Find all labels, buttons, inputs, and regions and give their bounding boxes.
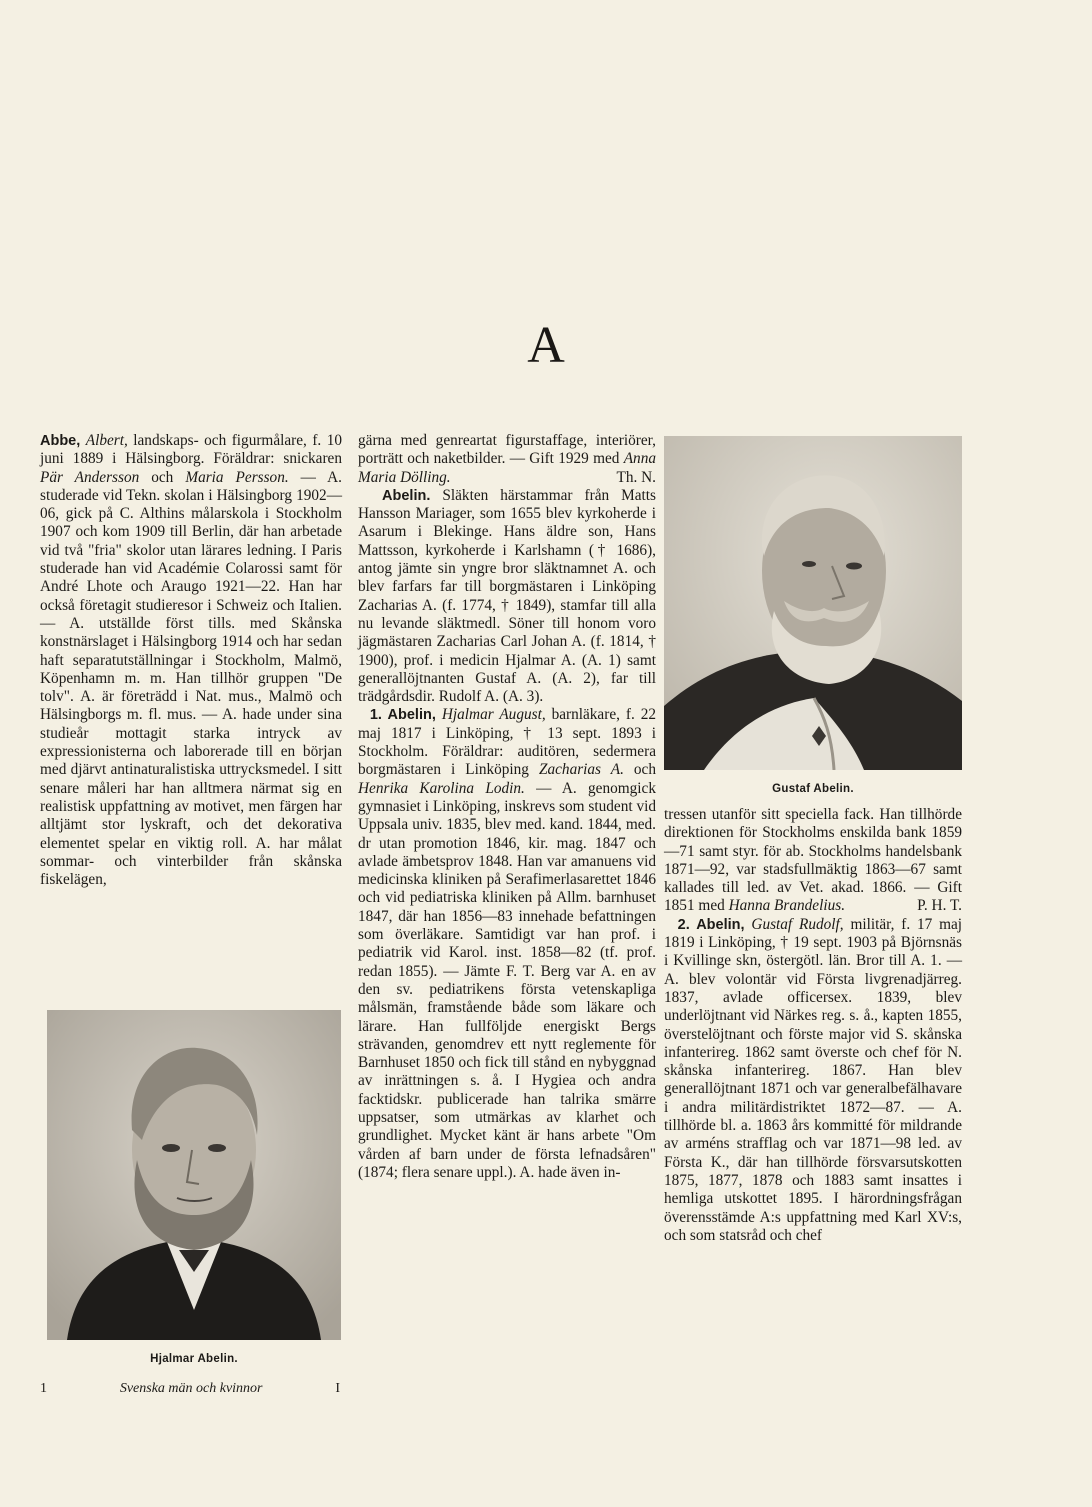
- entry-head: Abelin.: [382, 487, 431, 504]
- wife-name: Anna Maria Dölling.: [358, 450, 656, 486]
- caption-hjalmar: Hjalmar Abelin.: [150, 1353, 238, 1365]
- section-letter: A: [527, 317, 565, 374]
- entry-head: Abbe,: [40, 433, 81, 449]
- wife-name: Hanna Brandelius.: [728, 897, 846, 915]
- entry-text: tressen utanför sitt speciella fack. Han tillhörde direktionen för Stockholms enskilda bank 1859—71 samt styr. för ab. Stockholms handelsbank 1871—92, var stadsfullmäktig 1863—67 samt kallades till led. av Vet. akad. 1866. — Gift 1851 med: [664, 806, 962, 915]
- column-1: [40, 432, 342, 889]
- entry-text: gärna med genreartat figurstaffage, interiörer, porträtt och naketbilder. — Gift 1929 med: [358, 432, 656, 468]
- mother-name: Maria Persson.: [185, 468, 289, 486]
- portrait-hjalmar-abelin: [47, 1010, 341, 1340]
- entry-hjalmar-abelin: [358, 706, 656, 1182]
- entry-text: militär, f. 17 maj 1819 i Linköping, † 19 sept. 1903 på Björnsnäs i Kvillinge skn, östergötl. län. Bror till A. 1. — A. blev volontär vid Första livgrenadjärreg. 1837, avlade officersex. 1839, blev underlöjtnant vid Närkes reg. s. å., kapten 1855, överstelöjtnant och förste major vid S. skånska infanterireg. 1862 samt överste och chef för N. skånska infanterireg. 1867. Han blev generallöjtnant 1871 och var generalbefälhavare i andra militärdistriktet 1872—87. — A. tillhörde bl. a. 1863 års kommitté för mildrande av arméns strafflag och var 1871—98 led. av Första K., där han tillhörde försvarsutskotten 1875, 1877, 1878 och 1883 samt insattes i hemliga utskottet 1895. I härordningsfrågan överensstämde A:s uppfattning med Karl XV:s, och som statsråd och chef: [664, 915, 963, 1244]
- column-2: [358, 432, 656, 1182]
- entry-name: Gustaf Rudolf,: [751, 915, 844, 933]
- abbe-continuation: [358, 432, 656, 487]
- portrait-image: [47, 1010, 341, 1340]
- entry-head: 2. Abelin,: [677, 916, 745, 933]
- portrait-gustaf-abelin: [664, 436, 962, 770]
- signature-number: 1: [40, 1381, 47, 1396]
- entry-abelin-family: [358, 487, 656, 707]
- father-name: Zacharias A.: [538, 761, 624, 779]
- father-name: Pär Andersson: [40, 468, 140, 486]
- book-title: Svenska män och kvinnor: [119, 1381, 263, 1396]
- entry-text: barnläkare, f. 22 maj 1817 i Linköping, † 13 sept. 1893 i Stockholm. Föräldrar: auditören, sedermera borgmästaren i Linköping: [358, 706, 656, 779]
- entry-name: Albert,: [85, 432, 128, 449]
- author-signature: P. H. T.: [917, 897, 962, 915]
- entry-text: — A. genomgick gymnasiet i Linköping, inskrevs som student vid Uppsala univ. 1835, blev med. kand. 1844, med. dr utan promotion 1846, kir. mag. 1847 och avlade ämbetsprov 1848. Han var amanuens vid medicinska kliniken på Serafimerlasarettet 1846 och vid pediatriska kliniken på Allm. barnhuset 1847, där han 1856—83 innehade befattningen som överläkare. Samtidigt var han prof. i pediatrik vid Karol. inst. 1858—82 (tf. prof. redan 1855). — Jämte F. T. Berg var A. en av den sv. pediatrikens första vetenskapliga målsmän, framstående både som läkare och lärare. Han fullföljde energiskt Bergs strävanden, genomdrev ett nytt reglemente för Barnhuset 1850 och fick till stånd en nybyggnad av inrättningen s. å. I Hygiea och andra facktidskr. publicerade han talrika smärre uppsatser, som utmärkas av klarhet och grundlighet. Mycket känt är hans arbete "Om vården af barn under de första lefnadsåren" (1874; flera senare uppl.). A. hade även in-: [358, 779, 656, 1181]
- caption-gustaf: Gustaf Abelin.: [772, 783, 854, 795]
- entry-name: Hjalmar August,: [441, 706, 546, 724]
- entry-head: 1. Abelin,: [369, 707, 436, 724]
- hjalmar-continuation: [664, 806, 962, 916]
- mother-name: Henrika Karolina Lodin.: [358, 779, 525, 797]
- author-signature: Th. N.: [616, 468, 656, 486]
- entry-text: — A. studerade vid Tekn. skolan i Hälsingborg 1902—06, gick på C. Althins målarskola i Stockholm 1907 och kom 1909 till Berlin, där han arbetade vid två "fria" skolor utan lärares ledning. I Paris studerade han vid Académie Colarossi samt för André Lhote och Araugo 1921—22. Han har också företagit studieresor i Schweiz och Italien. — A. utställde först tills. med Skånska konstnärslaget i Hälsingborg 1914 och har sedan haft separatutställningar i Stockholm, Malmö, Köpenhamn m. m. Han tillhör gruppen "De tolv". A. är företrädd i Nat. mus., Malmö och Hälsingborgs m. fl. mus. — A. hade under sina studieår mottagit starka intryck av expressionisterna och laborerade till en början med djärvt antinaturalistiska uttrycksmedel. I sitt senare måleri har han alltmera närmat sig en realistisk uppfattning av motivet, men färgen har alltjämt stor lyskraft, och det dekorativa elementet spelar en viktig roll. A. har målat sommar- och vinterbilder från skånska fiskelägen,: [40, 468, 342, 889]
- volume-number: I: [335, 1381, 340, 1396]
- entry-gustaf-abelin: [664, 916, 962, 1245]
- column-3: [664, 806, 962, 1245]
- page-footer: [40, 1381, 340, 1397]
- entry-text: landskaps- och figurmålare, f. 10 juni 1889 i Hälsingborg. Föräldrar: snickaren: [40, 432, 343, 468]
- entry-text: Släkten härstammar från Matts Hansson Mariager, som 1655 blev kyrkoherde i Asarum i Blekinge. Hans äldre son, Hans Mattsson, kyrkoherde i Karlshamn († 1686), antog jämte sin yngre bror släktnamnet A. och blev farfars far till borgmästaren i Linköping Zacharias A. (f. 1774, † 1849), stamfar till alla nu levande släktmedl. Söner till honom voro jägmästaren Zacharias Carl Johan A. (f. 1814, † 1900), prof. i medicin Hjalmar A. (A. 1) samt generallöjtnanten Gustaf A. (A. 2), far till trädgårdsdir. Rudolf A. (A. 3).: [358, 486, 656, 706]
- portrait-image: [664, 436, 962, 770]
- entry-text: och: [139, 468, 186, 486]
- entry-text: och: [623, 761, 656, 779]
- entry-abbe: [40, 432, 342, 889]
